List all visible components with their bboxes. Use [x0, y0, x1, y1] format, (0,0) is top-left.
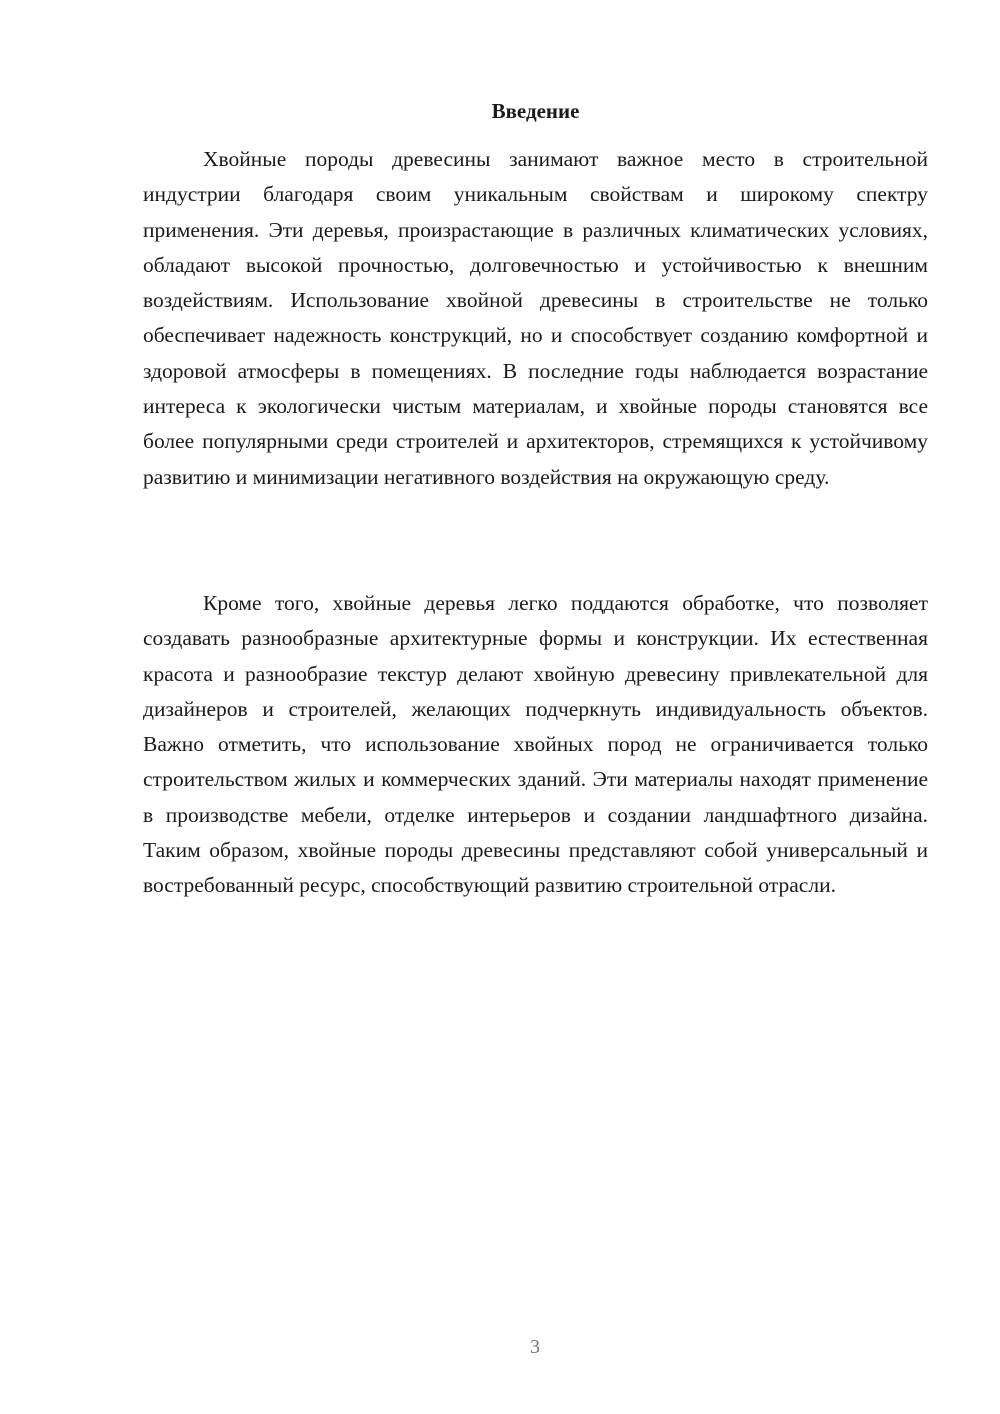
paragraph-1: Хвойные породы древесины занимают важное место в строительной индустрии благодаря своим уникальным свойствам и широкому спектру применения. Эти деревья, произрастающие в различных климатических условиях, обладают высокой прочностью, долговечностью и устойчивостью к внешним воздействиям. Использование хвойной древесины в строительстве не только обеспечивает надежность конструкций, но и способствует созданию комфортной и здоровой атмосферы в помещениях. В последние годы наблюдается возрастание интереса к экологически чистым материалам, и хвойные породы становятся все более популярными среди строителей и архитекторов, стремящихся к устойчивому развитию и минимизации негативного воздействия на окружающую среду.: [143, 147, 928, 489]
paragraph-2: Кроме того, хвойные деревья легко поддаются обработке, что позволяет создавать разнообразные архитектурные формы и конструкции. Их естественная красота и разнообразие текстур делают хвойную древесину привлекательной для дизайнеров и строителей, желающих подчеркнуть индивидуальность объектов. Важно отметить, что использование хвойных пород не ограничивается только строительством жилых и коммерческих зданий. Эти материалы находят применение в производстве мебели, отделке интерьеров и создании ландшафтного дизайна. Таким образом, хвойные породы древесины представляют собой универсальный и востребованный ресурс, способствующий развитию строительной отрасли.: [143, 591, 928, 898]
page-title: Введение: [491, 99, 580, 123]
page-number: 3: [530, 1336, 540, 1358]
